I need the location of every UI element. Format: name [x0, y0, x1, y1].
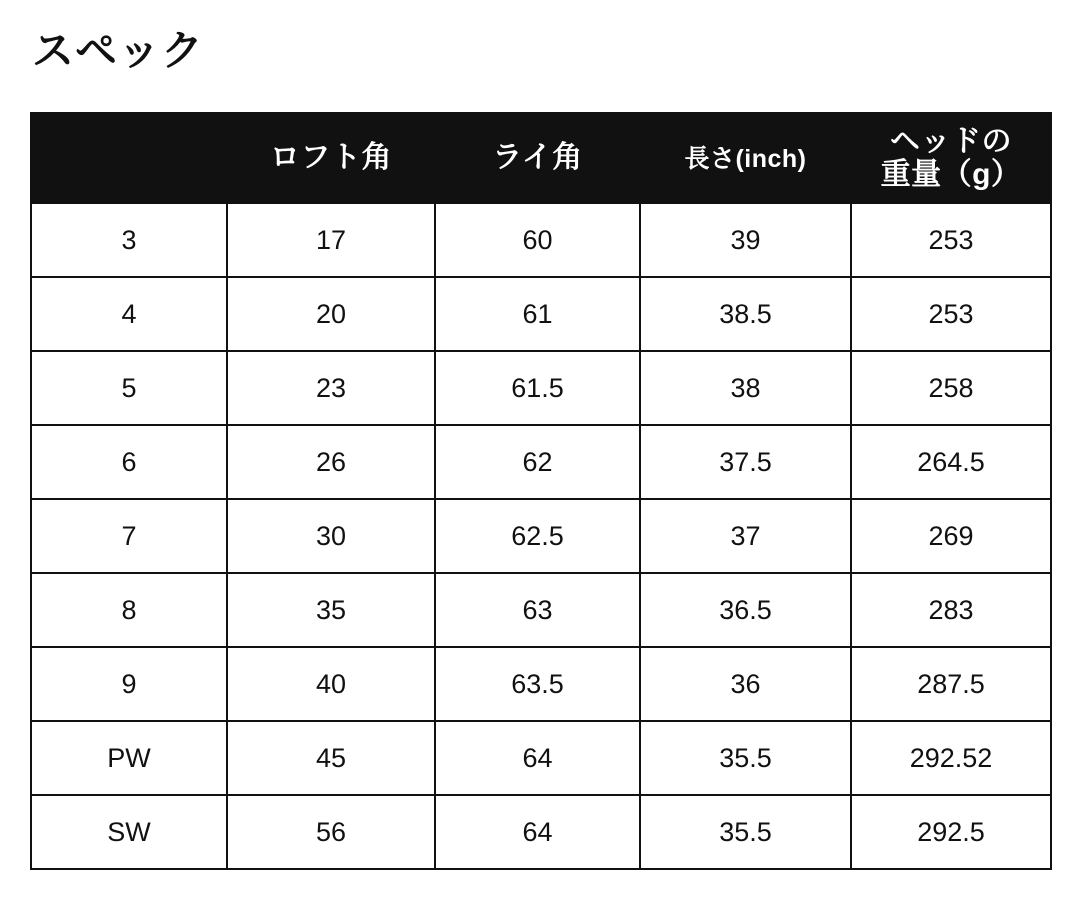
- cell-lie: 61.5: [435, 351, 640, 425]
- cell-club: 7: [31, 499, 227, 573]
- cell-head-weight: 292.52: [851, 721, 1051, 795]
- cell-club: 8: [31, 573, 227, 647]
- column-header-loft: ロフト角: [227, 113, 435, 203]
- cell-head-weight: 287.5: [851, 647, 1051, 721]
- cell-loft: 26: [227, 425, 435, 499]
- cell-length: 36: [640, 647, 851, 721]
- cell-loft: 17: [227, 203, 435, 277]
- column-header-club: [31, 113, 227, 203]
- column-header-length: [640, 113, 851, 203]
- cell-head-weight: 253: [851, 203, 1051, 277]
- cell-length: 35.5: [640, 795, 851, 869]
- table-row: [31, 721, 1051, 795]
- cell-length: 36.5: [640, 573, 851, 647]
- cell-head-weight: 253: [851, 277, 1051, 351]
- table-row: [31, 203, 1051, 277]
- column-header-lie: ライ角: [435, 113, 640, 203]
- cell-head-weight: 258: [851, 351, 1051, 425]
- cell-head-weight: 264.5: [851, 425, 1051, 499]
- cell-length: 39: [640, 203, 851, 277]
- cell-club: 6: [31, 425, 227, 499]
- cell-club: 3: [31, 203, 227, 277]
- table-body: [31, 203, 1051, 869]
- cell-length: 37: [640, 499, 851, 573]
- cell-lie: 62: [435, 425, 640, 499]
- cell-lie: 63: [435, 573, 640, 647]
- cell-lie: 64: [435, 721, 640, 795]
- table-row: [31, 277, 1051, 351]
- table-header-row: [31, 113, 1051, 203]
- cell-loft: 56: [227, 795, 435, 869]
- cell-lie: 63.5: [435, 647, 640, 721]
- cell-loft: 23: [227, 351, 435, 425]
- spec-table-container: [30, 112, 1050, 870]
- cell-loft: 35: [227, 573, 435, 647]
- cell-lie: 62.5: [435, 499, 640, 573]
- cell-head-weight: 283: [851, 573, 1051, 647]
- cell-length: 37.5: [640, 425, 851, 499]
- cell-club: SW: [31, 795, 227, 869]
- spec-table: [30, 112, 1052, 870]
- page-title: スペック: [32, 27, 205, 74]
- cell-head-weight: 292.5: [851, 795, 1051, 869]
- cell-club: 4: [31, 277, 227, 351]
- cell-lie: 61: [435, 277, 640, 351]
- table-row: [31, 499, 1051, 573]
- cell-length: 38.5: [640, 277, 851, 351]
- table-row: [31, 795, 1051, 869]
- cell-loft: 45: [227, 721, 435, 795]
- cell-length: 35.5: [640, 721, 851, 795]
- table-row: [31, 425, 1051, 499]
- table-row: [31, 647, 1051, 721]
- column-header-head-weight: [851, 113, 1051, 203]
- table-header: [31, 113, 1051, 203]
- column-header-head-weight-line1: ヘッドの: [890, 125, 1012, 158]
- cell-club: PW: [31, 721, 227, 795]
- cell-lie: 64: [435, 795, 640, 869]
- cell-lie: 60: [435, 203, 640, 277]
- table-row: [31, 573, 1051, 647]
- cell-length: 38: [640, 351, 851, 425]
- cell-head-weight: 269: [851, 499, 1051, 573]
- table-row: [31, 351, 1051, 425]
- cell-loft: 40: [227, 647, 435, 721]
- cell-club: 9: [31, 647, 227, 721]
- cell-club: 5: [31, 351, 227, 425]
- cell-loft: 20: [227, 277, 435, 351]
- column-header-head-weight-line2: 重量（g）: [880, 158, 1022, 191]
- cell-loft: 30: [227, 499, 435, 573]
- column-header-length-label: 長さ(inch): [684, 145, 807, 174]
